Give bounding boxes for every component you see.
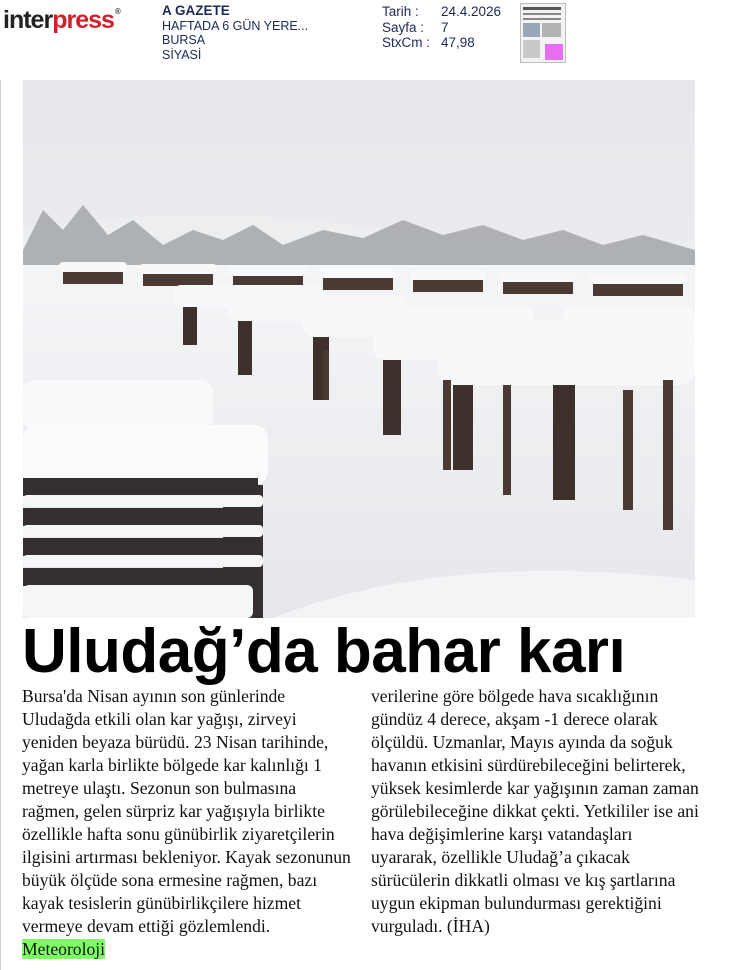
article-column-2 xyxy=(371,685,701,938)
article-column-1 xyxy=(22,685,352,961)
publication-section: SİYASİ xyxy=(162,47,202,62)
page-thumbnail[interactable] xyxy=(520,3,566,63)
highlighted-keyword: Meteoroloji xyxy=(22,939,106,959)
article-body-part2: verilerine göre bölgede hava sıcaklığının gündüz 4 derece, akşam -1 derece olarak ölçüldü. Uzmanlar, Mayıs ayında da soğuk havanın etkisini sürdürebileceğini belirterek, yüksek kesimlerde kar yağışının zaman zaman görülebileceğine dikkat çekti. Yetkililer ise ani hava değişimlerine karşı vatandaşları uyararak, özellikle Uludağ’a çıkacak sürücülerin dikkatli olması ve kış şartlarına uygun ekipman bulundurması gerektiğini vurguladı. (İHA) xyxy=(371,686,699,936)
date-label: Tarih : xyxy=(382,4,419,19)
registered-mark: ® xyxy=(114,7,120,16)
logo-text-part1: inter xyxy=(3,6,53,34)
interpress-logo xyxy=(3,6,120,35)
article-headline: Uludağ’da bahar karı xyxy=(22,617,626,686)
publication-info xyxy=(162,4,308,62)
logo-text-part2: press xyxy=(52,6,114,34)
publication-city: BURSA xyxy=(162,33,206,47)
publication-frequency: HAFTADA 6 GÜN YERE... xyxy=(162,18,309,33)
stxcm-row xyxy=(382,35,501,51)
page-row xyxy=(382,20,501,36)
page-margin-line xyxy=(0,80,1,970)
date-value: 24.4.2026 xyxy=(441,4,502,19)
stxcm-value: 47,98 xyxy=(441,35,475,50)
page-value: 7 xyxy=(441,19,449,35)
article-body-part1: Bursa'da Nisan ayının son günlerinde Uludağda etkili olan kar yağışı, zirveyi yeniden beyaza bürüdü. 23 Nisan tarihinde, yağan karla birlikte bölgede kar kalınlığı 1 metreye ulaştı. Sezonun son bulmasına rağmen, gelen sürpriz kar yağışıyla birlikte özellikle hafta sonu günübirlik ziyaretçilerin ilgisini artırması bekleniyor. Kayak sezonunun büyük ölçüde sona ermesine rağmen, bazı kayak tesislerin günübirlikçilere hizmet vermeye devam ettiği gözlemlendi. xyxy=(22,686,351,936)
clipping-details xyxy=(382,4,501,51)
stxcm-label: StxCm : xyxy=(382,35,431,50)
date-row xyxy=(382,4,501,20)
publication-name: A GAZETE xyxy=(162,3,230,18)
page-label: Sayfa : xyxy=(382,19,425,35)
snow-covered-benches-photo xyxy=(23,80,695,618)
thumbnail-clip-marker xyxy=(545,44,563,60)
